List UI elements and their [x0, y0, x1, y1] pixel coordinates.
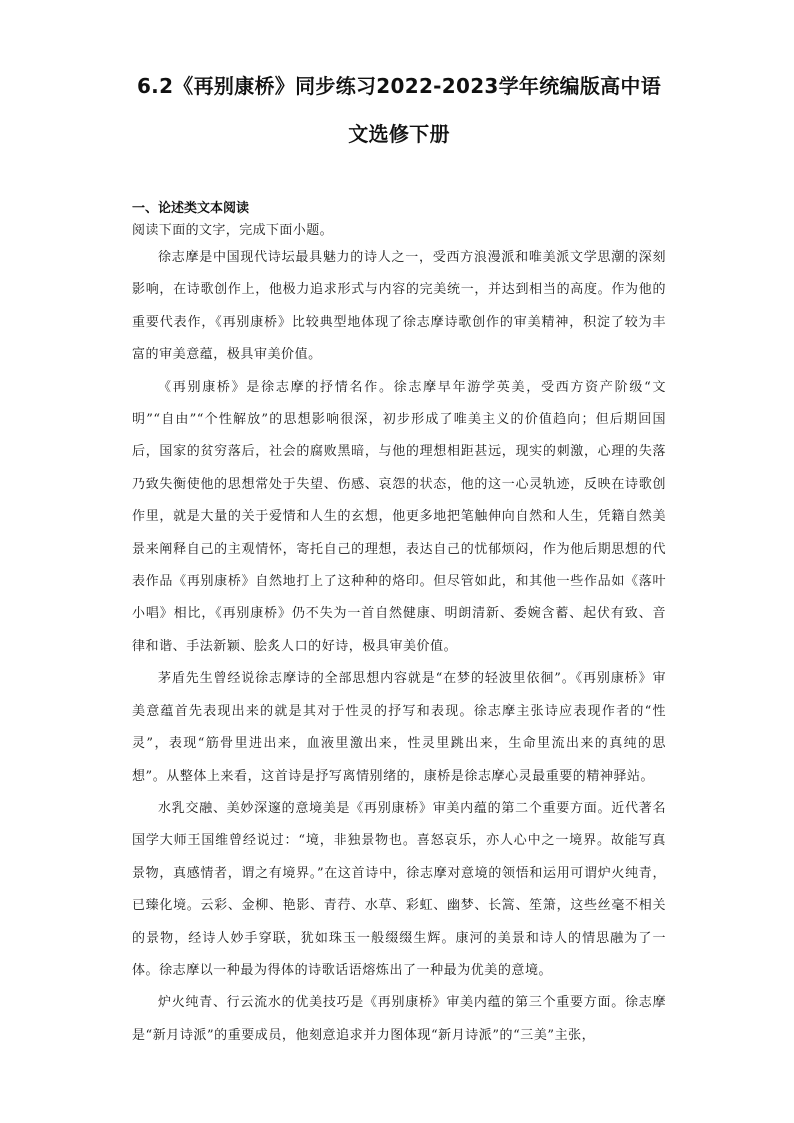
- section-heading: 一、论述类文本阅读: [132, 201, 250, 216]
- paragraph-background: 《再别康桥》是徐志摩的抒情名作。徐志摩早年游学英美，受西方资产阶级“文明”“自由”“个性解放”的思想影响很深，初步形成了唯美主义的价值趋向；但后期回国后，国家的贫穷落后，社会的腐败黑暗，与他的理想相距甚远，现实的刺激，心理的失落乃致失衡使他的思想常处于失望、伤感、哀怨的状态，他的这一心灵轨迹，反映在诗歌创作里，就是大量的关于爱情和人生的玄想，他更多地把笔触伸向自然和人生，凭籍自然美景来阐释自己的主观情怀，寄托自己的理想，表达自己的忧郁烦闷，作为他后期思想的代表作品《再别康桥》自然地打上了这种种的烙印。但尽管如此，和其他一些作品如《落叶小唱》相比，《再别康桥》仍不失为一首自然健康、明朗清新、委婉含蓄、起伏有致、音律和谐、手法新颖、脍炙人口的好诗，极具审美价值。: [132, 379, 666, 654]
- paragraph-intro: 徐志摩是中国现代诗坛最具魅力的诗人之一，受西方浪漫派和唯美派文学思潮的深刻影响，在诗歌创作上，他极力追求形式与内容的完美统一，并达到相当的高度。作为他的重要代表作，《再别康桥》比较典型地体现了徐志摩诗歌创作的审美精神，积淀了较为丰富的审美意蕴，极具审美价值。: [132, 250, 666, 363]
- paragraph-artistic-conception: 水乳交融、美妙深邃的意境美是《再别康桥》审美内蕴的第二个重要方面。近代著名国学大师王国维曾经说过：“境，非独景物也。喜怒哀乐，亦人心中之一境界。故能写真景物，真感情者，谓之有境界。”在这首诗中，徐志摩对意境的领悟和运用可谓炉火纯青，已臻化境。云彩、金柳、艳影、青荇、水草、彩虹、幽梦、长篙、笙箫，这些丝毫不相关的景物，经诗人妙手穿联，犹如珠玉一般缀缀生辉。康河的美景和诗人的情思融为了一体。徐志摩以一种最为得体的诗歌话语熔炼出了一种最为优美的意境。: [132, 800, 666, 978]
- document-title: 6.2《再别康桥》同步练习2022-2023学年统编版高中语文选修下册: [136, 74, 662, 146]
- paragraph-spirit: 茅盾先生曾经说徐志摩诗的全部思想内容就是“在梦的轻波里依徊”。《再别康桥》审美意蕴首先表现出来的就是其对于性灵的抒写和表现。徐志摩主张诗应表现作者的“性灵”，表现“筋骨里进出来，血液里激出来，性灵里跳出来，生命里流出来的真纯的思想”。从整体上来看，这首诗是抒写离情别绪的，康桥是徐志摩心灵最重要的精神驿站。: [132, 671, 666, 784]
- reading-instruction: 阅读下面的文字，完成下面小题。: [132, 223, 334, 238]
- paragraph-technique: 炉火纯青、行云流水的优美技巧是《再别康桥》审美内蕴的第三个重要方面。徐志摩是“新月诗派”的重要成员，他刻意追求并力图体现“新月诗派”的“三美”主张，: [132, 995, 666, 1043]
